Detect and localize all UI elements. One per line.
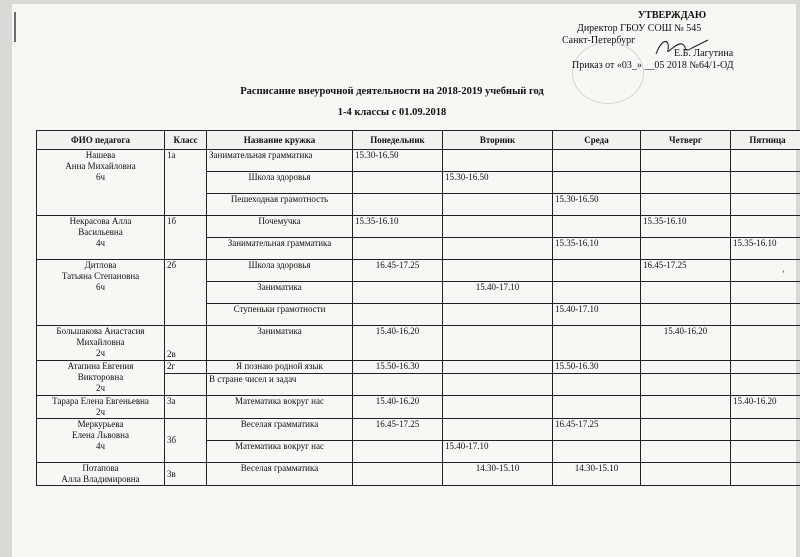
friday-cell: [731, 194, 800, 216]
friday-cell: [731, 216, 800, 238]
teacher-hours: 2ч: [95, 383, 106, 393]
approval-order: Приказ от «03_» __05 2018 №64/1-ОД: [572, 60, 734, 71]
teacher-surname: Меркурьева: [77, 419, 124, 429]
wednesday-cell: [553, 374, 641, 396]
club-cell: Занимательная грамматика: [207, 150, 353, 172]
teacher-cell: [37, 396, 165, 419]
tuesday-cell: [443, 361, 553, 374]
teacher-surname: Большакова Анастасия: [56, 326, 145, 336]
wednesday-cell: 15.40-17.10: [553, 304, 641, 326]
wednesday-cell: 16.45-17.25: [553, 419, 641, 441]
thursday-cell: [641, 304, 731, 326]
friday-cell: [731, 282, 800, 304]
wednesday-cell: 15.35-16.10: [553, 238, 641, 260]
teacher-name: Викторовна: [77, 372, 124, 382]
class-cell: 3а: [165, 396, 207, 419]
teacher-hours: 6ч: [95, 172, 106, 182]
tuesday-cell: 14.30-15.10: [443, 463, 553, 486]
tuesday-cell: [443, 326, 553, 361]
wednesday-cell: [553, 326, 641, 361]
stray-mark: ʻ: [782, 269, 785, 278]
table-row: [37, 150, 800, 172]
schedule-subheading: 1-4 классы с 01.09.2018: [337, 107, 447, 118]
header-thursday: Четверг: [641, 131, 731, 150]
thursday-cell: 16.45-17.25: [641, 260, 731, 282]
club-cell: Математика вокруг нас: [207, 396, 353, 419]
teacher-cell: [37, 463, 165, 486]
monday-cell: 15.35-16.10: [353, 216, 443, 238]
table-row: [37, 260, 800, 282]
monday-cell: 16.45-17.25: [353, 419, 443, 441]
thursday-cell: [641, 361, 731, 374]
schedule-table: [36, 130, 800, 486]
header-wednesday: Среда: [553, 131, 641, 150]
teacher-hours: 6ч: [95, 282, 106, 292]
page-corner-mark: [12, 4, 26, 44]
approval-director: Директор ГБОУ СОШ № 545: [577, 22, 702, 34]
table-row: [37, 463, 800, 486]
tuesday-cell: [443, 260, 553, 282]
teacher-hours: 2ч: [95, 407, 106, 417]
thursday-cell: 15.40-16.20: [641, 326, 731, 361]
teacher-surname: Нашева: [85, 150, 116, 160]
wednesday-cell: [553, 282, 641, 304]
thursday-cell: [641, 463, 731, 486]
class-cell: 3в: [165, 463, 207, 486]
club-cell: Математика вокруг нас: [207, 441, 353, 463]
monday-cell: 15.40-16.20: [353, 326, 443, 361]
wednesday-cell: [553, 441, 641, 463]
class-cell: 2в: [165, 326, 207, 361]
class-cell: 1б: [165, 216, 207, 260]
teacher-surname: Тарара Елена Евгеньевна: [52, 396, 149, 406]
club-cell: Школа здоровья: [207, 172, 353, 194]
teacher-cell: [37, 326, 165, 361]
teacher-cell: [37, 150, 165, 216]
class-cell: 1а: [165, 150, 207, 216]
friday-cell: 15.35-16.10: [731, 238, 800, 260]
wednesday-cell: [553, 172, 641, 194]
tuesday-cell: [443, 150, 553, 172]
club-cell: В стране чисел и задач: [207, 374, 353, 396]
wednesday-cell: 15.30-16.50: [553, 194, 641, 216]
teacher-hours: 4ч: [95, 238, 106, 248]
monday-cell: 15.30-16.50: [353, 150, 443, 172]
teacher-hours: 4ч: [95, 441, 106, 451]
friday-cell: [731, 419, 800, 441]
wednesday-cell: [553, 150, 641, 172]
tuesday-cell: [443, 419, 553, 441]
table-row: [37, 396, 800, 419]
teacher-cell: [37, 216, 165, 260]
thursday-cell: [641, 194, 731, 216]
thursday-cell: [641, 374, 731, 396]
monday-cell: [353, 238, 443, 260]
friday-cell: [731, 463, 800, 486]
monday-cell: [353, 304, 443, 326]
club-cell: Заниматика: [207, 326, 353, 361]
document-page: [12, 4, 796, 557]
friday-cell: [731, 326, 800, 361]
friday-cell: [731, 441, 800, 463]
monday-cell: 16.45-17.25: [353, 260, 443, 282]
thursday-cell: [641, 419, 731, 441]
teacher-name: Анна Михайловна: [65, 161, 136, 171]
monday-cell: [353, 374, 443, 396]
club-cell: Школа здоровья: [207, 260, 353, 282]
club-cell: Ступеньки грамотности: [207, 304, 353, 326]
teacher-cell: [37, 361, 165, 396]
approval-name: Е.Б. Лагутина: [674, 47, 734, 59]
thursday-cell: [641, 441, 731, 463]
teacher-surname: Атапина Евгения: [67, 361, 134, 371]
club-cell: Занимательная грамматика: [207, 238, 353, 260]
thursday-cell: 15.35-16.10: [641, 216, 731, 238]
club-cell: Пешеходная грамотность: [207, 194, 353, 216]
friday-cell: [731, 150, 800, 172]
header-friday: Пятница: [731, 131, 800, 150]
class-cell: 3б: [165, 419, 207, 463]
header-class: Класс: [165, 131, 207, 150]
tuesday-cell: 15.30-16.50: [443, 172, 553, 194]
tuesday-cell: 15.40-17.10: [443, 441, 553, 463]
club-cell: Почемучка: [207, 216, 353, 238]
teacher-hours: 2ч: [95, 348, 106, 358]
tuesday-cell: [443, 194, 553, 216]
friday-cell: [731, 172, 800, 194]
table-row: [37, 361, 800, 374]
header-club: Название кружка: [207, 131, 353, 150]
monday-cell: 15.50-16.30: [353, 361, 443, 374]
class-cell: 2б: [165, 260, 207, 326]
tuesday-cell: [443, 374, 553, 396]
club-cell: Заниматика: [207, 282, 353, 304]
club-cell: Веселая грамматика: [207, 463, 353, 486]
tuesday-cell: [443, 216, 553, 238]
teacher-name: Елена Львовна: [71, 430, 129, 440]
friday-cell: [731, 260, 800, 282]
wednesday-cell: [553, 396, 641, 419]
class-cell: [165, 374, 207, 396]
monday-cell: [353, 441, 443, 463]
teacher-surname: Дитлова: [84, 260, 117, 270]
thursday-cell: [641, 282, 731, 304]
wednesday-cell: 15.50-16.30: [553, 361, 641, 374]
tuesday-cell: 15.40-17.10: [443, 282, 553, 304]
schedule-heading: Расписание внеурочной деятельности на 2018-2019 учебный год: [240, 86, 544, 97]
table-header-row: [37, 131, 800, 150]
monday-cell: [353, 463, 443, 486]
wednesday-cell: 14.30-15.10: [553, 463, 641, 486]
teacher-name: Михайловна: [76, 337, 125, 347]
monday-cell: 15.40-16.20: [353, 396, 443, 419]
class-cell: 2г: [165, 361, 207, 374]
table-row: [37, 419, 800, 441]
monday-cell: [353, 282, 443, 304]
club-cell: Я познаю родной язык: [207, 361, 353, 374]
teacher-name: Васильевна: [78, 227, 123, 237]
tuesday-cell: [443, 396, 553, 419]
approval-city: Санкт-Петербург: [562, 35, 636, 46]
friday-cell: [731, 304, 800, 326]
friday-cell: [731, 374, 800, 396]
thursday-cell: [641, 150, 731, 172]
header-teacher: ФИО педагога: [37, 131, 165, 150]
friday-cell: [731, 361, 800, 374]
teacher-cell: [37, 419, 165, 463]
table-row: [37, 326, 800, 361]
wednesday-cell: [553, 260, 641, 282]
monday-cell: [353, 194, 443, 216]
monday-cell: [353, 172, 443, 194]
club-cell: Веселая грамматика: [207, 419, 353, 441]
director-signature: [652, 36, 712, 58]
thursday-cell: [641, 238, 731, 260]
tuesday-cell: [443, 238, 553, 260]
thursday-cell: [641, 172, 731, 194]
thursday-cell: [641, 396, 731, 419]
teacher-surname: Некрасова Алла: [69, 216, 132, 226]
tuesday-cell: [443, 304, 553, 326]
teacher-name: Алла Владимировна: [61, 474, 140, 484]
approval-title: УТВЕРЖДАЮ: [637, 10, 707, 21]
teacher-name: Татьяна Степановна: [61, 271, 140, 281]
wednesday-cell: [553, 216, 641, 238]
friday-cell: 15.40-16.20: [731, 396, 800, 419]
teacher-cell: [37, 260, 165, 326]
header-monday: Понедельник: [353, 131, 443, 150]
table-row: [37, 216, 800, 238]
teacher-surname: Потапова: [82, 463, 119, 473]
header-tuesday: Вторник: [443, 131, 553, 150]
